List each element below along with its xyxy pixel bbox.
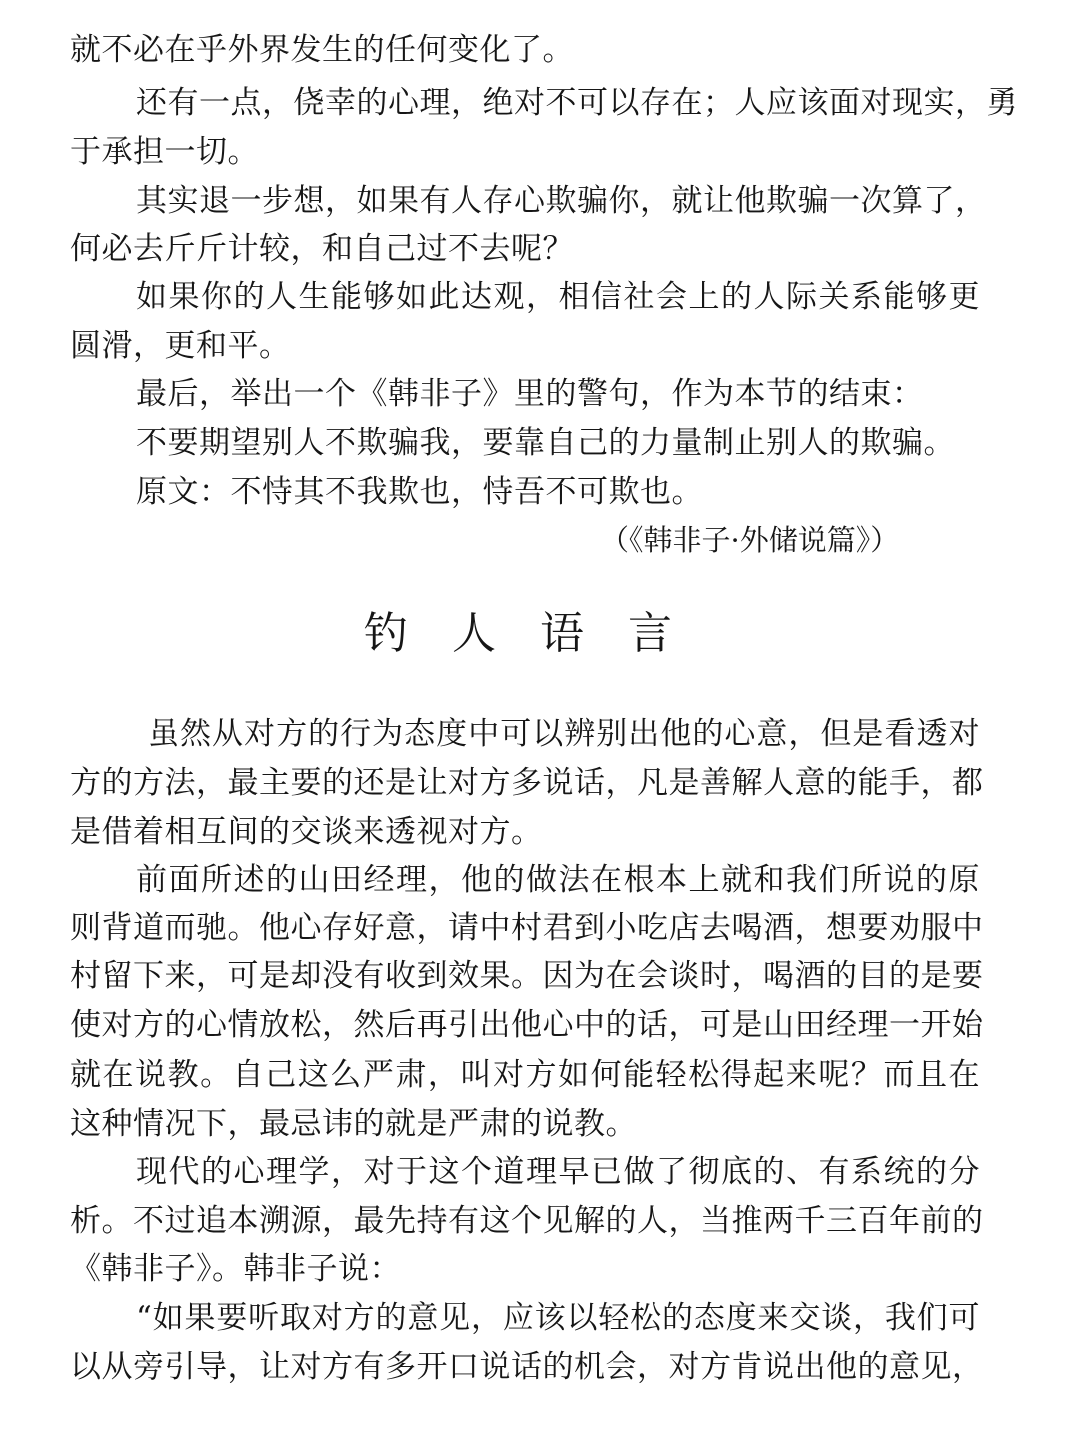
paragraph-line: 其实退一步想，如果有人存心欺骗你，就让他欺骗一次算了， [136, 183, 987, 219]
paragraph-line: 虽然从对方的行为态度中可以辨别出他的心意，但是看透对 [148, 716, 980, 752]
section-title: 钓人语言 [364, 608, 716, 659]
paragraph-line: “如果要听取对方的意见，应该以轻松的态度来交谈，我们可 [136, 1300, 980, 1336]
paragraph-line: 是借着相互间的交谈来透视对方。 [70, 814, 543, 850]
paragraph-line: 于承担一切。 [70, 134, 259, 170]
source-citation: （《韩非子·外储说篇》） [600, 523, 900, 557]
quote-translation: 不要期望别人不欺骗我，要靠自己的力量制止别人的欺骗。 [136, 425, 955, 461]
paragraph-line: 现代的心理学，对于这个道理早已做了彻底的、有系统的分 [136, 1154, 980, 1190]
paragraph-line: 则背道而驰。他心存好意，请中村君到小吃店去喝酒，想要劝服中 [70, 910, 984, 946]
paragraph-line: 如果你的人生能够如此达观，相信社会上的人际关系能够更 [136, 279, 980, 315]
paragraph-line: 前面所述的山田经理，他的做法在根本上就和我们所说的原 [136, 862, 980, 898]
paragraph-line: 《韩非子》。韩非子说： [70, 1251, 401, 1287]
paragraph-line: 最后，举出一个《韩非子》里的警句，作为本节的结束： [136, 376, 924, 412]
paragraph-line: 方的方法，最主要的还是让对方多说话，凡是善解人意的能手，都 [70, 765, 984, 801]
paragraph-line: 还有一点，侥幸的心理，绝对不可以存在；人应该面对现实，勇 [136, 85, 1018, 121]
paragraph-line: 就在说教。自己这么严肃，叫对方如何能轻松得起来呢？而且在 [70, 1057, 980, 1093]
paragraph-line: 就不必在乎外界发生的任何变化了。 [70, 32, 574, 68]
paragraph-line: 这种情况下，最忌讳的就是严肃的说教。 [70, 1106, 637, 1142]
paragraph-line: 村留下来，可是却没有收到效果。因为在会谈时，喝酒的目的是要 [70, 958, 984, 994]
paragraph-line: 析。不过追本溯源，最先持有这个见解的人，当推两千三百年前的 [70, 1203, 984, 1239]
paragraph-line: 圆滑，更和平。 [70, 328, 291, 364]
paragraph-line: 使对方的心情放松，然后再引出他心中的话，可是山田经理一开始 [70, 1007, 984, 1043]
paragraph-line: 何必去斤斤计较，和自己过不去呢？ [70, 231, 574, 267]
paragraph-line: 以从旁引导，让对方有多开口说话的机会，对方肯说出他的意见， [70, 1349, 984, 1385]
quote-original: 原文：不恃其不我欺也，恃吾不可欺也。 [136, 474, 703, 510]
